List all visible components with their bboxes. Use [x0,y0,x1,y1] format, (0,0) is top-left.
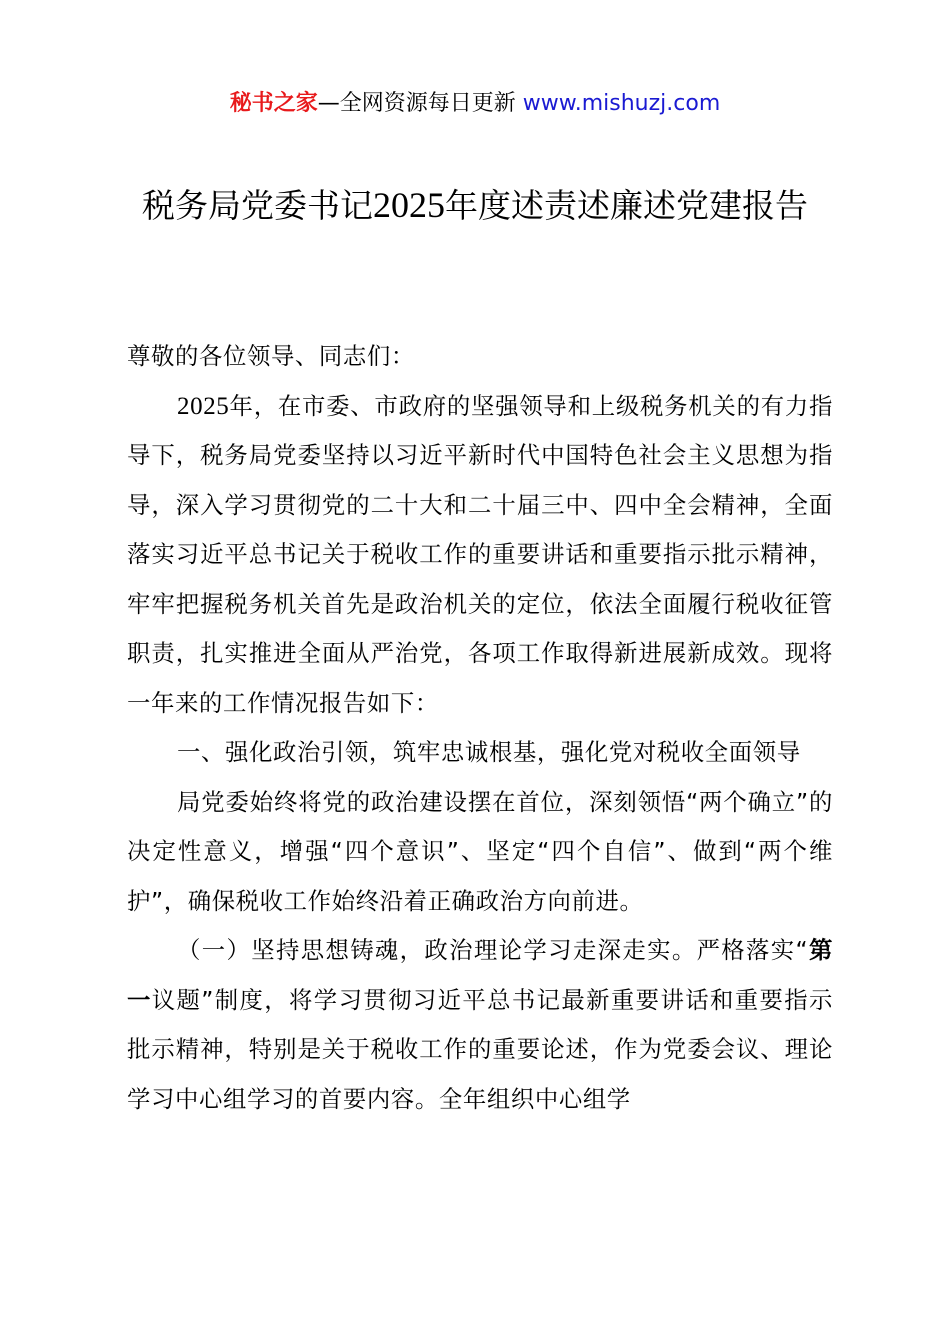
site-url-link[interactable]: www.mishuzj.com [522,91,721,116]
salutation: 尊敬的各位领导、同志们： [127,342,415,370]
brand-name: 秘书之家 [229,91,318,116]
section-heading-1: 一、强化政治引领，筑牢忠诚根基，强化党对税收全面领导 [177,738,801,766]
document-title [100,180,850,231]
subsection-lead: （一）坚持思想铸魂，政治理论学习走深走实。严格落实“ [177,936,809,964]
title-year: 2025 [373,185,445,225]
paragraph-intro [127,382,833,729]
title-part2: 年度述责述廉述党建报告 [445,186,808,225]
intro-text: 年，在市委、市政府的坚强领导和上级税务机关的有力指导下，税务局党委坚持以习近平新时代中国特色社会主义思想为指导，深入学习贯彻党的二十大和二十届三中、四中全会精神，全面落实习近平总书记关于税收工作的重要讲话和重要指示批示精神，牢牢把握税务机关首先是政治机关的定位，依法全面履行税收征管职责，扎实推进全面从严治党，各项工作取得新进展新成效。现将一年来的工作情况报告如下： [127,391,833,717]
site-header-banner [0,86,950,122]
paragraph-political-building: 局党委始终将党的政治建设摆在首位，深刻领悟“两个确立”的决定性意义，增强“四个意识”、坚定“四个自信”、做到“两个维护”，确保税收工作始终沿着正确政治方向前进。 [127,787,833,915]
header-tagline: —全网资源每日更新 [317,91,516,116]
title-part1: 税务局党委书记 [142,186,373,225]
paragraph-subsection-1 [127,926,833,1124]
intro-year: 2025 [177,392,230,420]
subsection-rest: 议题”制度，将学习贯彻习近平总书记最新重要讲话和重要指示批示精神，特别是关于税收工作的重要论述，作为党委会议、理论学习中心组学习的首要内容。全年组织中心组学 [127,985,833,1113]
document-body [127,332,833,1124]
subsection-bold-text: 第一 [127,936,833,1014]
